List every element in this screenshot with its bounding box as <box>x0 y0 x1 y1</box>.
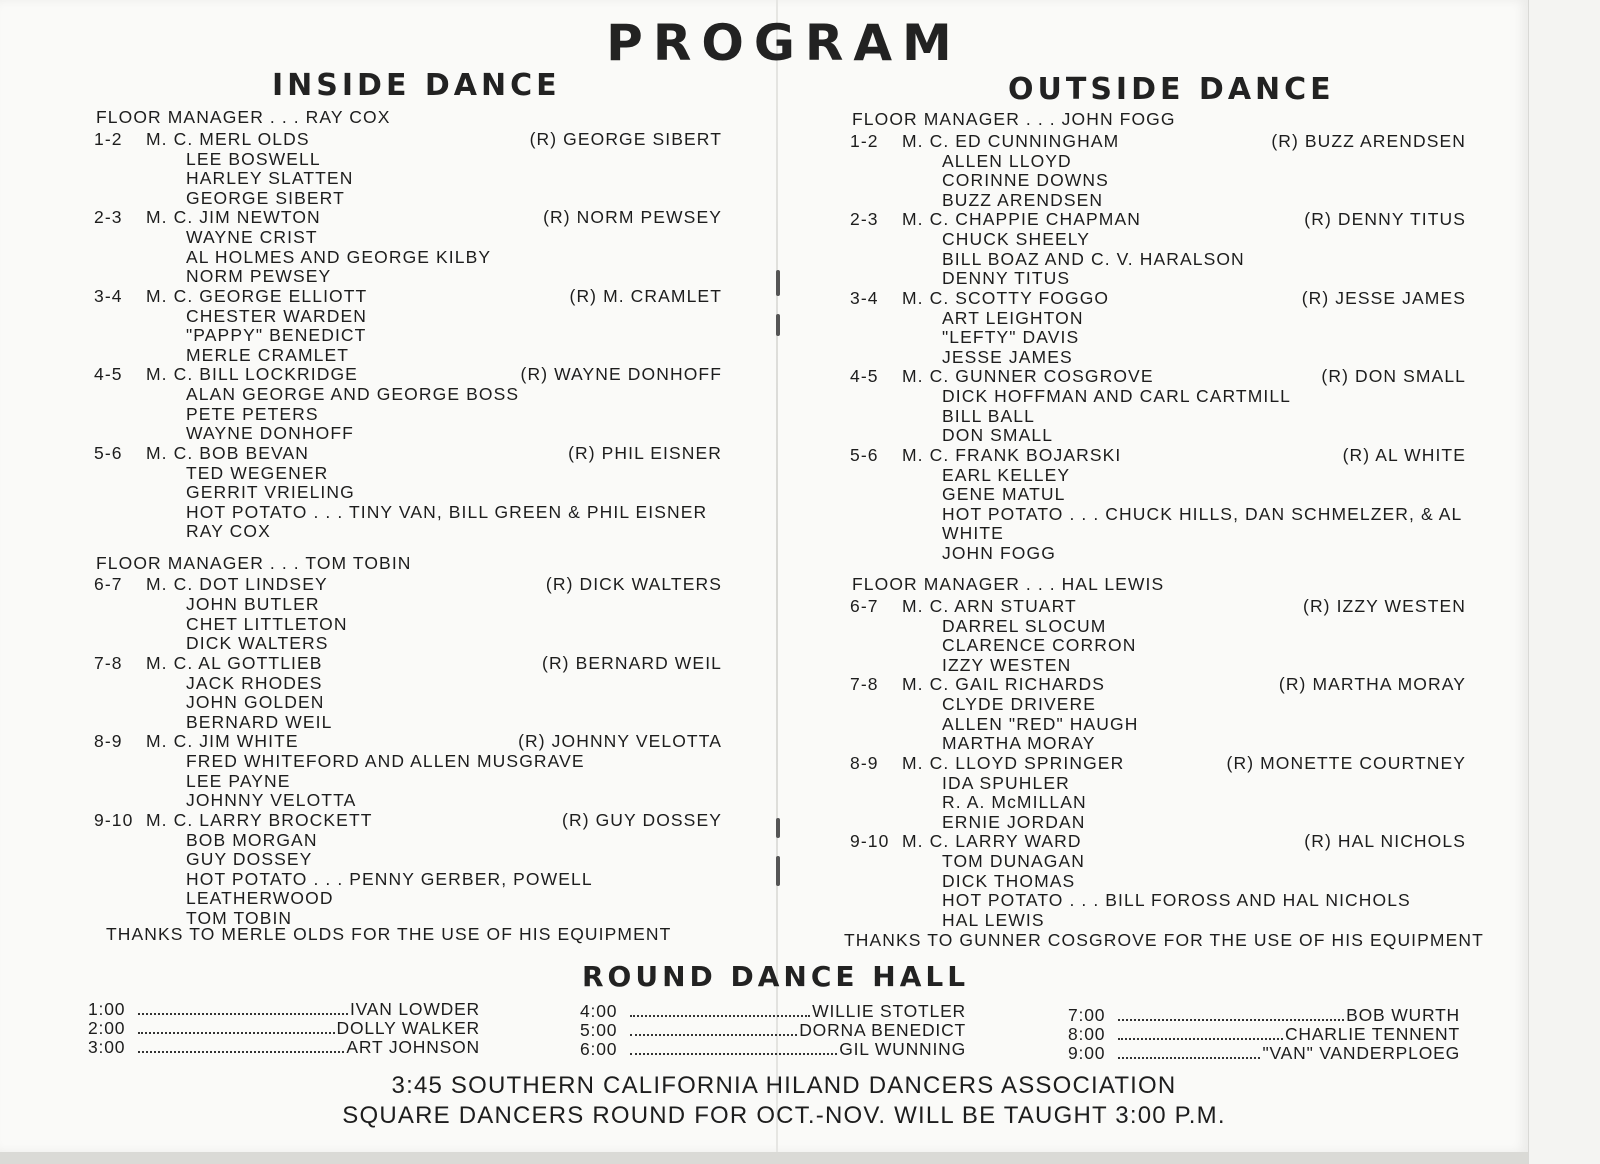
program-title: PROGRAM <box>606 14 962 72</box>
slot-caller: DICK WALTERS <box>186 633 329 653</box>
slot-header <box>846 132 1466 152</box>
slot-mc: M. C. LARRY BROCKETT <box>146 809 373 830</box>
slot-caller: GENE MATUL <box>942 484 1066 504</box>
floor-manager-section <box>90 554 722 929</box>
slot-caller: TOM TOBIN <box>186 907 293 928</box>
slot-time: 7-8 <box>94 652 123 673</box>
time-slot <box>846 367 1466 446</box>
round-dance-time: 8:00 <box>1068 1024 1106 1044</box>
round-dance-heading: ROUND DANCE HALL <box>582 960 970 993</box>
slot-mc: M. C. JIM NEWTON <box>146 207 321 227</box>
round-dance-row <box>580 1040 966 1059</box>
slot-header <box>846 597 1466 617</box>
time-slot <box>846 832 1466 930</box>
slot-header <box>90 365 722 385</box>
slot-time: 9-10 <box>94 809 134 830</box>
slot-mc: M. C. BOB BEVAN <box>146 442 310 463</box>
round-dance-time: 6:00 <box>580 1039 618 1059</box>
outside-dance-heading: OUTSIDE DANCE <box>1008 72 1335 107</box>
time-slot <box>90 575 722 654</box>
time-slot <box>90 130 722 209</box>
slot-mc: M. C. LLOYD SPRINGER <box>902 752 1125 773</box>
slot-caller: HOT POTATO . . . PENNY GERBER, POWELL LEATHERWOOD <box>186 868 593 908</box>
time-slot <box>90 444 722 542</box>
floor-manager-section <box>90 108 722 542</box>
round-dance-caller: ART JOHNSON <box>346 1037 480 1057</box>
dot-leader <box>630 1053 837 1055</box>
round-dance-row <box>1068 1044 1460 1063</box>
time-slot <box>90 732 722 811</box>
round-dance-caller: WILLIE STOTLER <box>812 1001 966 1021</box>
page-edge <box>1528 0 1600 1164</box>
floor-manager-line: FLOOR MANAGER . . . TOM TOBIN <box>96 552 412 573</box>
slot-round-caller: (R) JESSE JAMES <box>1301 287 1466 308</box>
slot-round-caller: (R) BERNARD WEIL <box>542 652 722 673</box>
slot-round-caller: (R) BUZZ ARENDSEN <box>1271 130 1466 151</box>
slot-caller: ALLEN "RED" HAUGH <box>942 713 1139 734</box>
slot-mc: M. C. JIM WHITE <box>146 731 299 751</box>
dot-leader <box>1118 1057 1260 1059</box>
slot-caller: CLARENCE CORRON <box>942 635 1137 655</box>
slot-round-caller: (R) MONETTE COURTNEY <box>1226 752 1466 773</box>
slot-header <box>846 367 1466 387</box>
slot-caller: BOB MORGAN <box>186 829 318 850</box>
slot-time: 8-9 <box>94 731 123 751</box>
slot-time: 5-6 <box>850 444 879 465</box>
slot-round-caller: (R) NORM PEWSEY <box>543 207 722 227</box>
slot-caller: AL HOLMES AND GEORGE KILBY <box>186 246 492 267</box>
slot-mc: M. C. DOT LINDSEY <box>146 574 328 594</box>
slot-round-caller: (R) GUY DOSSEY <box>562 809 722 830</box>
round-dance-row <box>88 1019 480 1038</box>
slot-caller: CORINNE DOWNS <box>942 170 1109 190</box>
slot-caller: ALAN GEORGE AND GEORGE BOSS <box>186 384 520 404</box>
slot-mc: M. C. SCOTTY FOGGO <box>902 287 1110 308</box>
slot-round-caller: (R) MARTHA MORAY <box>1278 674 1466 694</box>
round-dance-row <box>88 1000 480 1019</box>
dot-leader <box>1118 1038 1283 1040</box>
round-dance-caller: DORNA BENEDICT <box>799 1020 966 1040</box>
time-slot <box>846 289 1466 368</box>
slot-caller: MARTHA MORAY <box>942 733 1096 753</box>
slot-time: 7-8 <box>850 674 879 694</box>
round-dance-caller: GIL WUNNING <box>839 1039 966 1059</box>
time-slot <box>90 208 722 287</box>
slot-caller: GUY DOSSEY <box>186 849 313 869</box>
slot-caller: HOT POTATO . . . CHUCK HILLS, DAN SCHMELZER, & AL WHITE <box>942 503 1462 543</box>
time-slot <box>90 365 722 444</box>
slot-mc: M. C. BILL LOCKRIDGE <box>146 364 358 384</box>
time-slot <box>846 754 1466 833</box>
slot-mc: M. C. LARRY WARD <box>902 831 1082 851</box>
round-dance-time: 9:00 <box>1068 1043 1106 1063</box>
slot-header <box>846 446 1466 466</box>
round-dance-time: 3:00 <box>88 1037 126 1057</box>
round-dance-row <box>580 1002 966 1021</box>
slot-caller: GERRIT VRIELING <box>186 482 355 502</box>
slot-header <box>90 208 722 228</box>
round-dance-time: 2:00 <box>88 1018 126 1038</box>
slot-mc: M. C. GEORGE ELLIOTT <box>146 285 368 306</box>
slot-time: 9-10 <box>850 831 890 851</box>
slot-round-caller: (R) DENNY TITUS <box>1304 209 1466 229</box>
slot-caller: "PAPPY" BENEDICT <box>186 325 367 345</box>
inside-dance-heading: INSIDE DANCE <box>272 68 561 103</box>
floor-manager-section <box>846 110 1466 563</box>
slot-caller: WAYNE CRIST <box>186 227 318 247</box>
slot-caller: DENNY TITUS <box>942 268 1071 288</box>
round-dance-caller: DOLLY WALKER <box>336 1018 480 1038</box>
slot-time: 1-2 <box>94 128 123 149</box>
slot-caller: "LEFTY" DAVIS <box>942 327 1080 347</box>
slot-caller: CHESTER WARDEN <box>186 305 368 326</box>
slot-caller: BILL BALL <box>942 405 1035 426</box>
slot-time: 4-5 <box>94 364 123 384</box>
outside-dance-column <box>846 110 1466 936</box>
slot-header <box>90 732 722 752</box>
slot-caller: JOHNNY VELOTTA <box>186 790 357 810</box>
slot-caller: CHUCK SHEELY <box>942 229 1091 249</box>
dot-leader <box>1118 1019 1344 1021</box>
staple-mark <box>776 818 780 838</box>
slot-round-caller: (R) DON SMALL <box>1321 366 1466 386</box>
staple-mark <box>776 314 780 336</box>
slot-header <box>90 654 722 674</box>
round-dance-row <box>1068 1006 1460 1025</box>
slot-caller: DICK THOMAS <box>942 870 1076 891</box>
slot-caller: R. A. McMILLAN <box>942 792 1087 812</box>
floor-manager-line: FLOOR MANAGER . . . RAY COX <box>96 107 391 127</box>
slot-time: 5-6 <box>94 442 123 463</box>
time-slot <box>846 446 1466 564</box>
slot-round-caller: (R) HAL NICHOLS <box>1304 831 1466 851</box>
slot-mc: M. C. AL GOTTLIEB <box>146 652 323 673</box>
round-dance-column <box>580 1002 966 1059</box>
slot-round-caller: (R) IZZY WESTEN <box>1303 595 1466 616</box>
slot-header <box>90 811 722 831</box>
slot-caller: EARL KELLEY <box>942 464 1071 485</box>
dot-leader <box>138 1051 344 1053</box>
round-dance-caller: BOB WURTH <box>1346 1005 1460 1025</box>
time-slot <box>846 132 1466 211</box>
slot-caller: JOHN GOLDEN <box>186 692 325 712</box>
outside-thanks-note: THANKS TO GUNNER COSGROVE FOR THE USE OF HIS EQUIPMENT <box>844 930 1484 950</box>
round-dance-column <box>1068 1006 1460 1063</box>
slot-mc: M. C. ED CUNNINGHAM <box>902 130 1120 151</box>
slot-caller: BILL BOAZ AND C. V. HARALSON <box>942 248 1245 269</box>
round-dance-caller: IVAN LOWDER <box>349 999 480 1019</box>
slot-caller: HARLEY SLATTEN <box>186 168 354 188</box>
round-dance-time: 1:00 <box>88 999 126 1019</box>
slot-header <box>90 575 722 595</box>
slot-header <box>846 832 1466 852</box>
time-slot <box>846 210 1466 289</box>
floor-manager-line: FLOOR MANAGER . . . JOHN FOGG <box>852 109 1176 129</box>
slot-caller: DARREL SLOCUM <box>942 615 1107 636</box>
time-slot <box>90 287 722 366</box>
slot-header <box>846 289 1466 309</box>
slot-caller: CHET LITTLETON <box>186 613 348 634</box>
slot-caller: PETE PETERS <box>186 403 319 424</box>
inside-thanks-note: THANKS TO MERLE OLDS FOR THE USE OF HIS EQUIPMENT <box>106 924 672 944</box>
slot-caller: IZZY WESTEN <box>942 654 1072 675</box>
inside-dance-column <box>90 108 722 934</box>
slot-time: 2-3 <box>850 209 879 229</box>
slot-round-caller: (R) WAYNE DONHOFF <box>520 364 722 384</box>
round-dance-caller: "VAN" VANDERPLOEG <box>1262 1043 1460 1063</box>
slot-time: 4-5 <box>850 366 879 386</box>
slot-time: 6-7 <box>94 574 123 594</box>
slot-round-caller: (R) GEORGE SIBERT <box>529 128 722 149</box>
staple-mark <box>776 856 780 886</box>
slot-caller: ALLEN LLOYD <box>942 150 1072 171</box>
slot-caller: CLYDE DRIVERE <box>942 694 1097 714</box>
slot-time: 1-2 <box>850 130 879 151</box>
round-dance-time: 5:00 <box>580 1020 618 1040</box>
slot-caller: BUZZ ARENDSEN <box>942 189 1104 210</box>
slot-mc: M. C. GUNNER COSGROVE <box>902 366 1154 386</box>
slot-time: 3-4 <box>94 285 123 306</box>
dot-leader <box>138 1013 348 1015</box>
slot-time: 3-4 <box>850 287 879 308</box>
slot-caller: JACK RHODES <box>186 672 323 693</box>
slot-mc: M. C. FRANK BOJARSKI <box>902 444 1122 465</box>
slot-time: 6-7 <box>850 595 879 616</box>
slot-caller: LEE BOSWELL <box>186 148 321 169</box>
slot-caller: TED WEGENER <box>186 462 329 483</box>
floor-manager-section <box>846 575 1466 930</box>
slot-caller: JOHN FOGG <box>942 542 1056 563</box>
slot-header <box>846 754 1466 774</box>
slot-caller: ART LEIGHTON <box>942 307 1084 328</box>
slot-header <box>90 130 722 150</box>
slot-caller: DON SMALL <box>942 425 1054 445</box>
slot-time: 2-3 <box>94 207 123 227</box>
slot-header <box>90 444 722 464</box>
round-dance-column <box>88 1000 480 1057</box>
round-dance-caller: CHARLIE TENNENT <box>1284 1024 1460 1044</box>
slot-caller: JESSE JAMES <box>942 346 1073 367</box>
slot-round-caller: (R) AL WHITE <box>1342 444 1466 465</box>
slot-caller: WAYNE DONHOFF <box>186 423 354 443</box>
floor-manager-line: FLOOR MANAGER . . . HAL LEWIS <box>852 574 1165 594</box>
slot-caller: FRED WHITEFORD AND ALLEN MUSGRAVE <box>186 751 585 771</box>
slot-mc: M. C. ARN STUART <box>902 595 1077 616</box>
slot-caller: MERLE CRAMLET <box>186 344 350 365</box>
time-slot <box>846 597 1466 676</box>
dot-leader <box>630 1015 810 1017</box>
slot-caller: RAY COX <box>186 521 271 541</box>
round-dance-row <box>580 1021 966 1040</box>
round-dance-row <box>1068 1025 1460 1044</box>
slot-mc: M. C. CHAPPIE CHAPMAN <box>902 209 1141 229</box>
slot-round-caller: (R) DICK WALTERS <box>545 574 722 594</box>
slot-caller: IDA SPUHLER <box>942 772 1070 793</box>
slot-time: 8-9 <box>850 752 879 773</box>
slot-caller: LEE PAYNE <box>186 770 291 791</box>
round-dance-time: 4:00 <box>580 1001 618 1021</box>
slot-header <box>846 210 1466 230</box>
slot-caller: HOT POTATO . . . TINY VAN, BILL GREEN & PHIL EISNER <box>186 501 708 522</box>
slot-caller: HOT POTATO . . . BILL FOROSS AND HAL NICHOLS <box>942 890 1411 910</box>
dot-leader <box>630 1034 797 1036</box>
slot-caller: TOM DUNAGAN <box>942 851 1086 871</box>
slot-mc: M. C. MERL OLDS <box>146 128 310 149</box>
slot-header <box>846 675 1466 695</box>
slot-header <box>90 287 722 307</box>
round-dance-row <box>88 1038 480 1057</box>
association-line: 3:45 SOUTHERN CALIFORNIA HILAND DANCERS ASSOCIATION <box>391 1072 1177 1099</box>
slot-caller: JOHN BUTLER <box>186 594 320 614</box>
page-bottom-edge <box>0 1152 1528 1164</box>
slot-mc: M. C. GAIL RICHARDS <box>902 674 1106 694</box>
time-slot <box>846 675 1466 754</box>
staple-mark <box>776 270 780 296</box>
time-slot <box>90 811 722 929</box>
teaching-note: SQUARE DANCERS ROUND FOR OCT.-NOV. WILL BE TAUGHT 3:00 P.M. <box>342 1102 1226 1129</box>
slot-caller: GEORGE SIBERT <box>186 187 345 208</box>
slot-round-caller: (R) PHIL EISNER <box>568 442 722 463</box>
slot-caller: BERNARD WEIL <box>186 711 333 732</box>
dot-leader <box>138 1032 335 1034</box>
slot-caller: NORM PEWSEY <box>186 266 332 286</box>
slot-caller: DICK HOFFMAN AND CARL CARTMILL <box>942 386 1292 406</box>
slot-round-caller: (R) M. CRAMLET <box>569 285 722 306</box>
slot-caller: ERNIE JORDAN <box>942 811 1086 832</box>
round-dance-time: 7:00 <box>1068 1005 1106 1025</box>
slot-caller: HAL LEWIS <box>942 909 1045 930</box>
time-slot <box>90 654 722 733</box>
slot-round-caller: (R) JOHNNY VELOTTA <box>518 731 722 751</box>
